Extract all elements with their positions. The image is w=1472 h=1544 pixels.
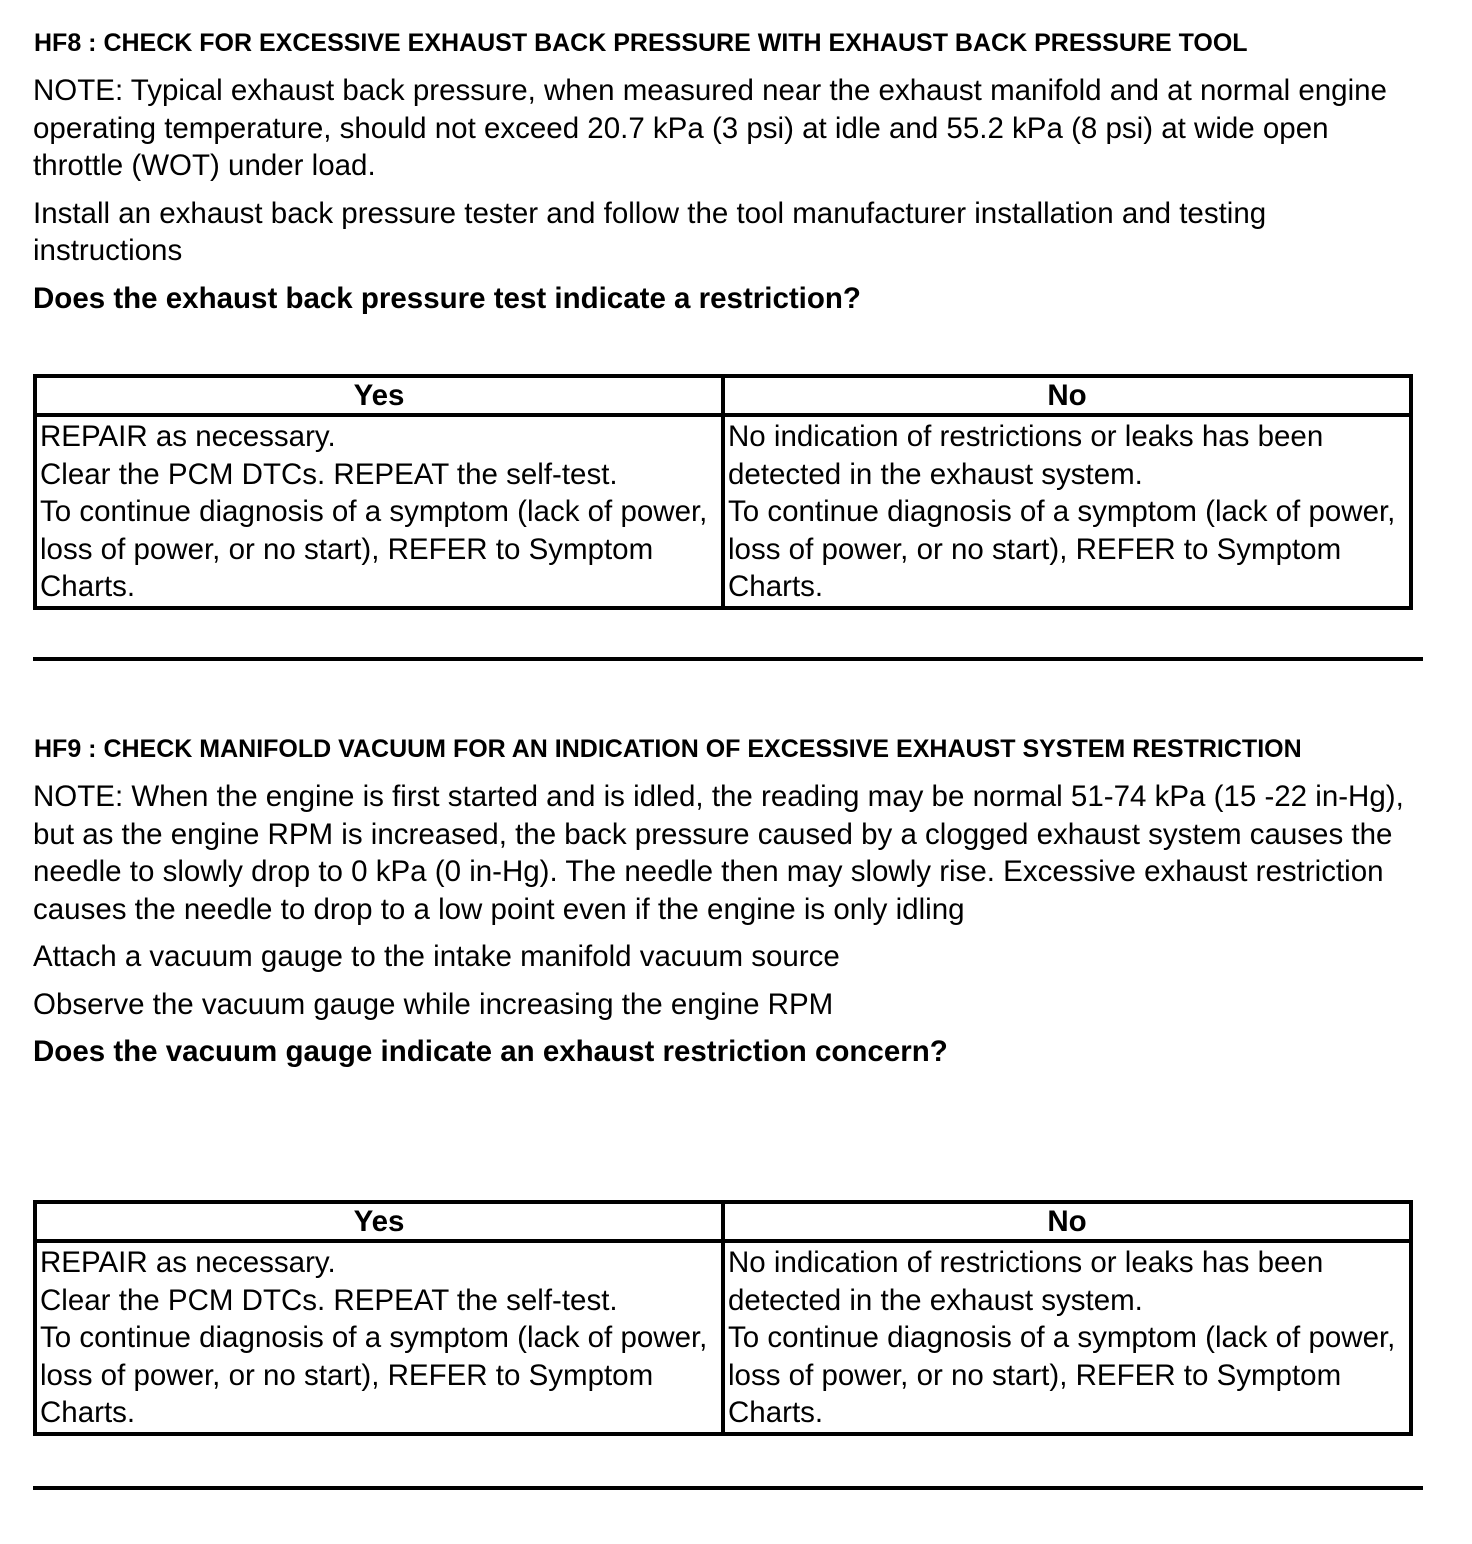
hf8-heading: HF8 : CHECK FOR EXCESSIVE EXHAUST BACK PRESSURE WITH EXHAUST BACK PRESSURE TOOL [34, 29, 1248, 57]
hf9-section [33, 730, 1423, 1070]
hf8-question: Does the exhaust back pressure test indicate a restriction? [33, 281, 861, 315]
section-divider [33, 1486, 1423, 1490]
no-header: No [723, 1202, 1411, 1241]
yes-cell: REPAIR as necessary. Clear the PCM DTCs. REPEAT the self-test. To continue diagnosis of a symptom (lack of power, loss of power, or no start), REFER to Symptom Charts. [35, 1241, 723, 1434]
table-row [35, 1241, 1411, 1434]
yes-header: Yes [35, 1202, 723, 1241]
yes-cell: REPAIR as necessary. Clear the PCM DTCs. REPEAT the self-test. To continue diagnosis of a symptom (lack of power, loss of power, or no start), REFER to Symptom Charts. [35, 415, 723, 608]
hf9-note: NOTE: When the engine is first started and is idled, the reading may be normal 51-74 kPa (15 -22 in-Hg), but as the engine RPM is increased, the back pressure caused by a clogged exhaust system causes the needle to slowly drop to 0 kPa (0 in-Hg). The needle then may slowly rise. Excessive exhaust restriction causes the needle to drop to a low point even if the engine is only idling [33, 780, 1404, 926]
table-header-row [35, 376, 1411, 415]
yes-header: Yes [35, 376, 723, 415]
hf9-step-observe: Observe the vacuum gauge while increasing the engine RPM [33, 987, 834, 1021]
hf8-result-table [33, 374, 1413, 610]
hf9-question: Does the vacuum gauge indicate an exhaust restriction concern? [33, 1035, 948, 1068]
section-divider [33, 657, 1423, 661]
hf9-heading: HF9 : CHECK MANIFOLD VACUUM FOR AN INDICATION OF EXCESSIVE EXHAUST SYSTEM RESTRICTION [34, 735, 1302, 763]
table-row [35, 415, 1411, 608]
hf9-result-table [33, 1200, 1413, 1436]
no-cell: No indication of restrictions or leaks has been detected in the exhaust system. To continue diagnosis of a symptom (lack of power, loss of power, or no start), REFER to Symptom Charts. [723, 1241, 1411, 1434]
no-header: No [723, 376, 1411, 415]
table-header-row [35, 1202, 1411, 1241]
hf8-section [33, 24, 1423, 317]
hf8-instruction: Install an exhaust back pressure tester and follow the tool manufacturer installation and testing instructions [33, 196, 1267, 267]
hf8-note: NOTE: Typical exhaust back pressure, when measured near the exhaust manifold and at normal engine operating temperature, should not exceed 20.7 kPa (3 psi) at idle and 55.2 kPa (8 psi) at wide open throttle (WOT) under load. [33, 74, 1387, 182]
no-cell: No indication of restrictions or leaks has been detected in the exhaust system. To continue diagnosis of a symptom (lack of power, loss of power, or no start), REFER to Symptom Charts. [723, 415, 1411, 608]
hf9-step-attach: Attach a vacuum gauge to the intake manifold vacuum source [33, 940, 840, 973]
